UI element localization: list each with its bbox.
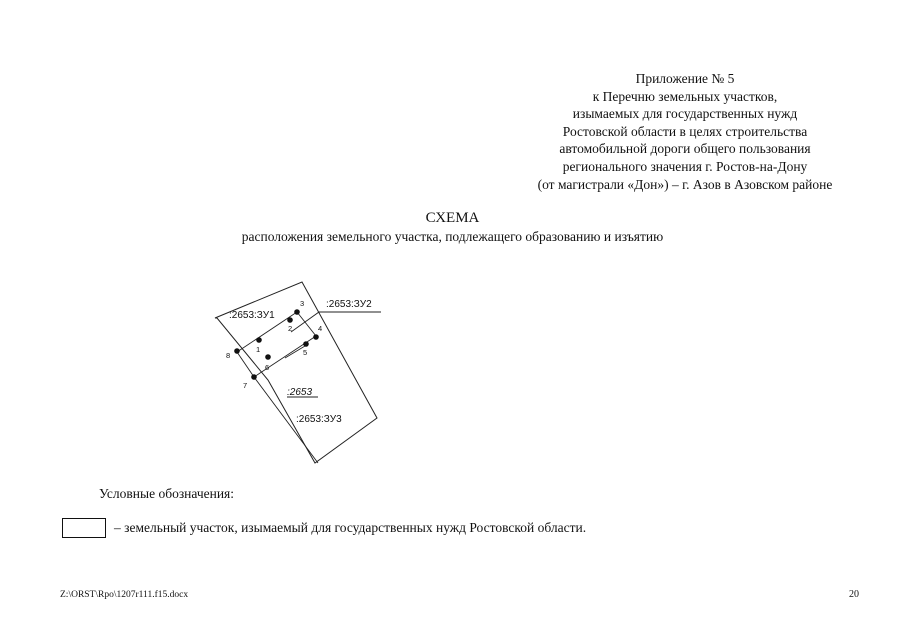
point-label: 2 [288, 324, 293, 333]
point-label: 6 [265, 363, 270, 372]
appendix-line: Ростовской области в целях строительства [562, 123, 808, 139]
point-marker [294, 309, 300, 315]
point-label: 3 [300, 299, 305, 308]
point-marker [313, 334, 319, 340]
zu2-hatch-line [285, 346, 308, 358]
legend-parcel-symbol [62, 518, 106, 538]
appendix-line: регионального значения г. Ростов-на-Дону [562, 158, 808, 174]
appendix-line: к Перечню земельных участков, [592, 88, 778, 104]
appendix-line: изымаемых для государственных нужд [572, 106, 798, 122]
legend-title: Условные обозначения: [99, 486, 235, 501]
appendix-line: Приложение № 5 [635, 71, 735, 86]
point-marker [234, 348, 240, 354]
parcel-label-zu1: :2653:ЗУ1 [229, 310, 275, 321]
legend-item-text: – земельный участок, изымаемый для государственных нужд Ростовской области. [114, 520, 587, 535]
parcel-boundary-line [237, 352, 254, 377]
point-marker [256, 337, 262, 343]
appendix-line: автомобильной дороги общего пользования [559, 141, 811, 157]
appendix-line: (от магистрали «Дон») – г. Азов в Азовском районе [537, 176, 833, 192]
point-marker [251, 374, 257, 380]
point-label: 1 [256, 345, 261, 354]
point-label: 4 [318, 324, 323, 333]
point-label: 7 [243, 381, 248, 390]
point-marker [287, 317, 293, 323]
parcel-boundary-line [297, 312, 316, 336]
page-number: 20 [849, 589, 859, 600]
point-label: 8 [226, 351, 231, 360]
legend-row [62, 516, 586, 540]
parcel-label-zu2: :2653:ЗУ2 [326, 299, 372, 310]
scheme-subtitle: расположения земельного участка, подлежащего образованию и изъятию [241, 229, 664, 244]
point-label: 5 [303, 348, 308, 357]
scheme-title: СХЕМА [425, 210, 480, 226]
parcel-label-zu3: :2653:ЗУ3 [296, 414, 342, 425]
point-marker [303, 341, 309, 347]
zu2-leader-line [291, 312, 381, 332]
footer-file-path: Z:\ORST\Rpo\1207r111.f15.docx [60, 590, 189, 600]
parcel-label-base: :2653 [287, 387, 313, 398]
point-marker [265, 354, 271, 360]
